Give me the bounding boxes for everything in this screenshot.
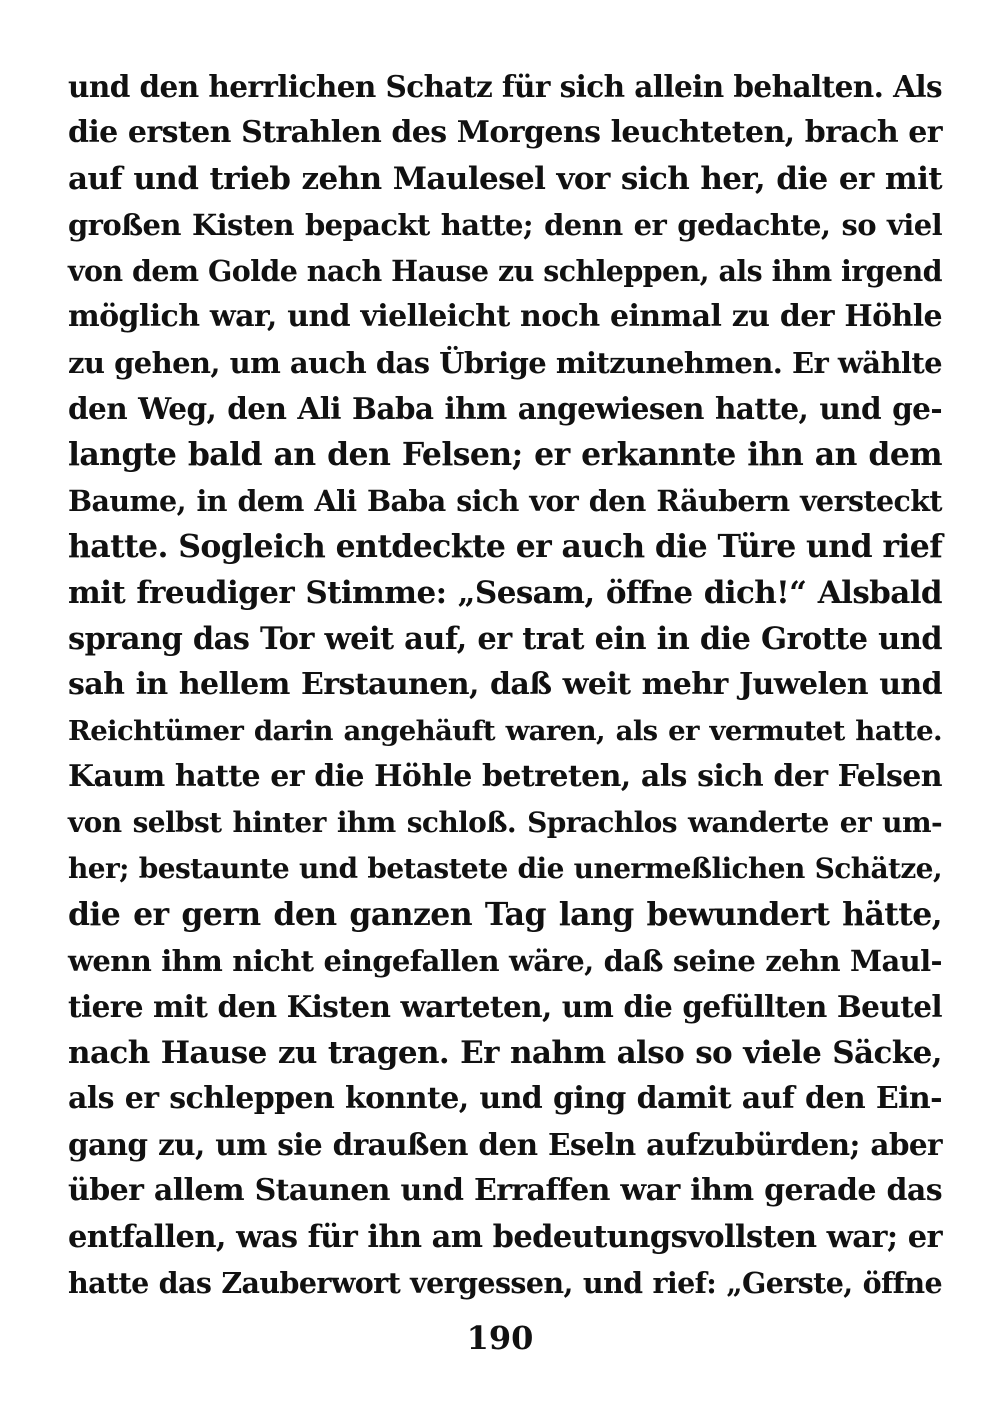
text-line: großen Kisten bepackt hatte; denn er gedachte, so viel <box>68 208 942 242</box>
text-line: zu gehen, um auch das Übrige mitzunehmen. Er wählte <box>68 346 942 380</box>
text-line: Kaum hatte er die Höhle betreten, als sich der Felsen <box>68 759 942 794</box>
text-line: möglich war, und vielleicht noch einmal zu der Höhle <box>68 299 942 334</box>
text-line: hatte. Sogleich entdeckte er auch die Türe und rief <box>68 528 943 565</box>
text-line: Reichtümer darin angehäuft waren, als er vermutet hatte. <box>68 715 942 747</box>
page-number: 190 <box>466 1319 534 1357</box>
text-line: sah in hellem Erstaunen, daß weit mehr Juwelen und <box>68 667 942 702</box>
body-text <box>68 64 942 1306</box>
text-line: die er gern den ganzen Tag lang bewundert hätte, <box>68 896 942 933</box>
text-line: hatte das Zauberwort vergessen, und rief: „Gerste, öffne <box>68 1266 942 1300</box>
text-line: Baume, in dem Ali Baba sich vor den Räubern versteckt <box>68 484 942 518</box>
text-line: auf und trieb zehn Maulesel vor sich her, die er mit <box>68 161 942 197</box>
text-line: von selbst hinter ihm schloß. Sprachlos wanderte er um- <box>68 806 942 839</box>
text-line: sprang das Tor weit auf, er trat ein in die Grotte und <box>68 621 942 657</box>
text-line: wenn ihm nicht eingefallen wäre, daß seine zehn Maul- <box>68 944 942 978</box>
text-line: von dem Golde nach Hause zu schleppen, als ihm irgend <box>68 254 942 288</box>
text-line: entfallen, was für ihn am bedeutungsvollsten war; er <box>68 1219 942 1255</box>
text-line: her; bestaunte und betastete die unermeßlichen Schätze, <box>68 852 942 885</box>
text-line: nach Hause zu tragen. Er nahm also so viele Säcke, <box>68 1035 942 1071</box>
text-line: tiere mit den Kisten warteten, um die gefüllten Beutel <box>68 989 942 1024</box>
text-line: den Weg, den Ali Baba ihm angewiesen hatte, und ge- <box>68 391 942 426</box>
text-line: langte bald an den Felsen; er erkannte ihn an dem <box>68 436 942 473</box>
text-line: mit freudiger Stimme: „Sesam, öffne dich!“ Alsbald <box>68 575 942 611</box>
text-line: und den herrlichen Schatz für sich allein behalten. Als <box>68 69 942 104</box>
text-line: gang zu, um sie draußen den Eseln aufzubürden; aber <box>68 1127 942 1162</box>
text-line: die ersten Strahlen des Morgens leuchteten, brach er <box>68 115 942 150</box>
text-line: über allem Staunen und Erraffen war ihm gerade das <box>68 1173 942 1208</box>
text-line: als er schleppen konnte, und ging damit auf den Ein- <box>68 1081 942 1116</box>
